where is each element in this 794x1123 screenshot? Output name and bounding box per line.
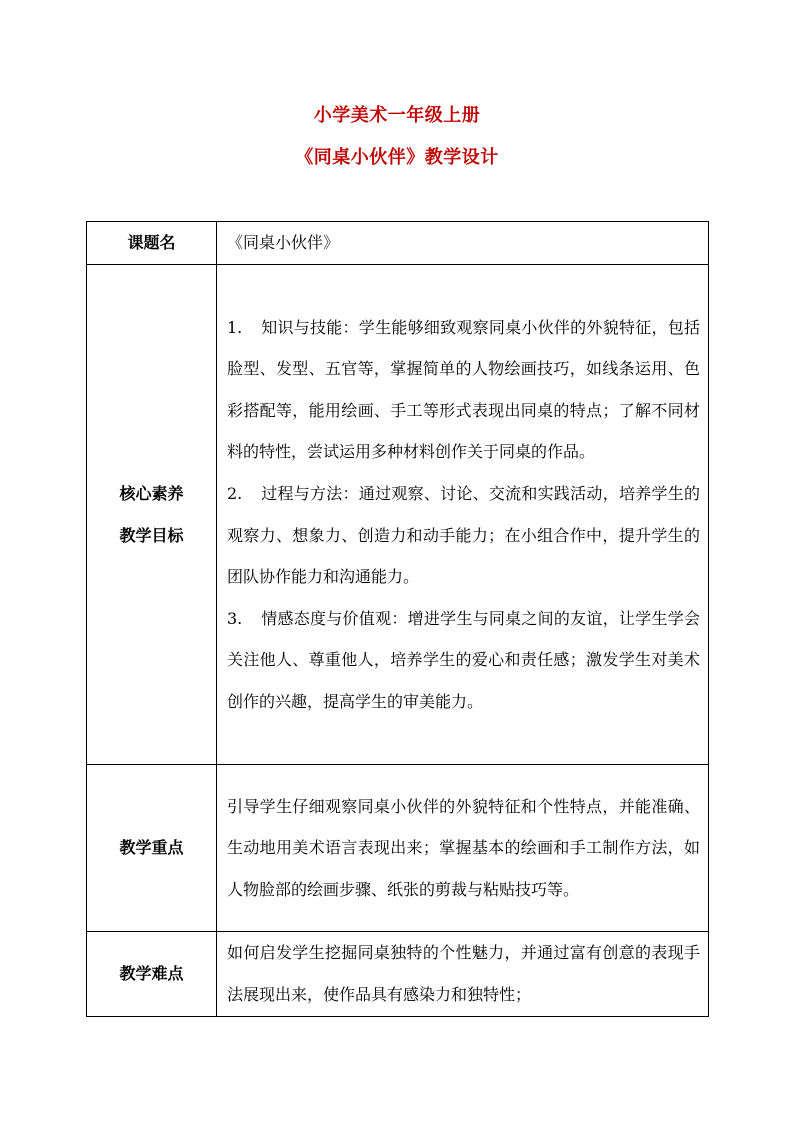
key-points-text: 引导学生仔细观察同桌小伙伴的外貌特征和个性特点，并能准确、生动地用美术语言表现出来；掌握基本的绘画和手工制作方法，如人物脸部的绘画步骤、纸张的剪裁与粘贴技巧等。 [217, 765, 709, 932]
goals-label-line1: 核心素养 [119, 483, 184, 503]
goal-text: 知识与技能：学生能够细致观察同桌小伙伴的外貌特征，包括脸型、发型、五官等，掌握简单的人物绘画技巧，如线条运用、色彩搭配等，能用绘画、手工等形式表现出同桌的特点；了解不同材料的特性，尝试运用多种材料创作关于同桌的作品。 [227, 317, 700, 462]
document-subtitle: 《同桌小伙伴》教学设计 [295, 147, 499, 168]
goal-number: 2. [227, 483, 243, 503]
document-title: 小学美术一年级上册 [313, 105, 481, 126]
lesson-plan-table [86, 221, 709, 1017]
goal-item [227, 473, 700, 598]
table-row-key-points [87, 765, 709, 932]
goals-label-line2: 教学目标 [119, 525, 184, 545]
goal-text: 过程与方法：通过观察、讨论、交流和实践活动，培养学生的观察力、想象力、创造力和动手能力；在小组合作中，提升学生的团队协作能力和沟通能力。 [227, 483, 700, 587]
difficulties-text: 如何启发学生挖掘同桌独特的个性魅力，并通过富有创意的表现手法展现出来，使作品具有感染力和独特性； [217, 932, 709, 1017]
goal-text: 情感态度与价值观：增进学生与同桌之间的友谊，让学生学会关注他人、尊重他人，培养学生的爱心和责任感；激发学生对美术创作的兴趣，提高学生的审美能力。 [227, 608, 700, 711]
table-row-difficulties [87, 932, 709, 1017]
course-name-value: 《同桌小伙伴》 [217, 222, 709, 265]
goal-number: 1. [227, 317, 243, 337]
goals-content [217, 265, 709, 765]
key-points-label: 教学重点 [87, 765, 217, 932]
table-row-course-name [87, 222, 709, 265]
difficulties-label: 教学难点 [87, 932, 217, 1017]
goals-label [87, 265, 217, 765]
goal-item [227, 598, 700, 723]
table-row-goals [87, 265, 709, 765]
course-name-label: 课题名 [87, 222, 217, 265]
goal-number: 3. [227, 608, 243, 628]
goal-item [227, 307, 700, 473]
